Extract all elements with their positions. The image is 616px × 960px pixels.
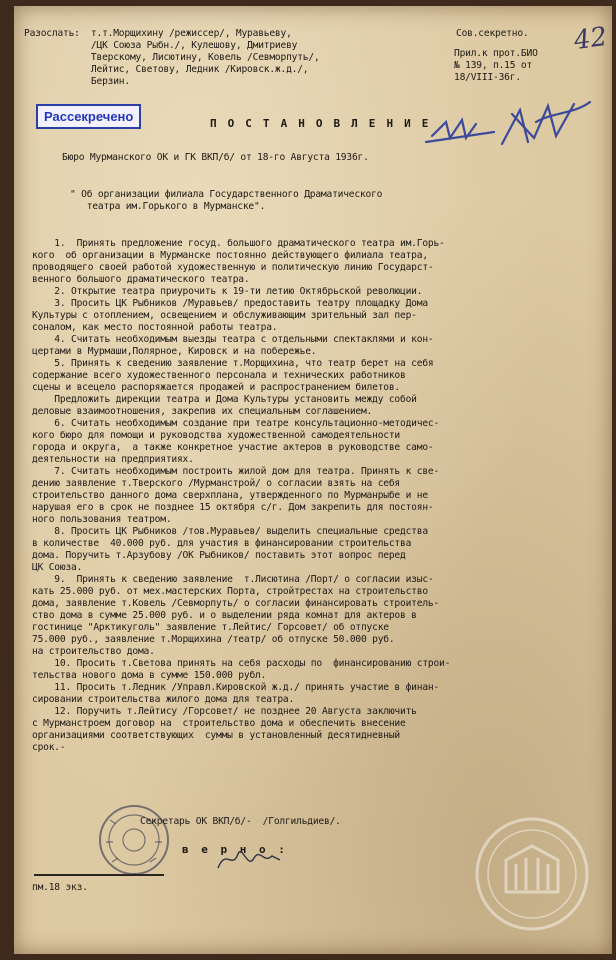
resolution-subject: " Об организации филиала Государственного Драматического театра им.Горького в Мурманске".: [70, 189, 383, 212]
handwritten-annotation-icon: [424, 92, 594, 154]
handwritten-signature-icon: [214, 840, 284, 876]
protocol-reference: Прил.к прот.БИО № 139, п.15 от 18/VIII-36г.: [454, 48, 538, 83]
declassified-stamp: Рассекречено: [36, 104, 141, 129]
certified-true-label: в е р н о :: [182, 843, 288, 856]
distribution-list: Разослать: т.т.Морщихину /режиссер/, Муравьеву, /ЦК Союза Рыбн./, Кулешову, Дмитриеву Тверскому, Лисютину, Ковель /Севморпуть/, Лейтис, Светову, Ледник /Кировск.ж.д./, Берзин.: [24, 28, 320, 87]
copies-count: пм.18 экз.: [32, 882, 88, 893]
secretary-signature-line: Секретарь ОК ВКП/б/- /Голгильдиев/.: [140, 816, 341, 827]
secrecy-mark: Сов.секретно.: [456, 28, 529, 39]
divider-line: [34, 874, 164, 876]
resolution-body: 1. Принять предложение госуд. большого драматического театра им.Горь- кого об организации в Мурманске постоянно действующего филиала театра, проводящего своей работой художественную и политическую линию Государст- венного большого драматического театра. 2. Открытие театра приурочить к 19-ти летию Октябрьской революции. 3. Просить ЦК Рыбников /Муравьев/ предоставить театру площадку Дома Культуры с отоплением, освещением и обслуживающим зрительный зал пер- соналом, как место постоянной работы театра. 4. Считать необходимым выезды театра с отдельными спектаклями и кон- цертами в Мурмаши,Полярное, Кировск и на побережье. 5. Принять к сведению заявление т.Морщихина, что театр берет на себя содержание всего художественного персонала и технических работников сцены и всецело распоряжается продажей и распространением билетов. Предложить дирекции театра и Дома Культуры установить между собой деловые взаимоотношения, закрепив их специальным соглашением. 6. Считать необходимым создание при театре консультационно-методичес- кого бюро для помощи и руководства художественной самодеятельности города и округа, а также конкретное участие актеров в руководстве само- деятельности на предприятиях. 7. Считать необходимым построить жилой дом для театра. Принять к све- дению заявление т.Тверского /Мурманстрой/ о согласии взять на себя строительство данного дома сверхплана, утвержденного по Мурманрыбе и не нарушая его в срок не позднее 15 октября с/г. Дом закрепить для постоян- ного пользования театром. 8. Просить ЦК Рыбников /тов.Муравьев/ выделить специальные средства в количестве 40.000 руб. для участия в финансировании строительства дома. Поручить т.Арзубову /ОК Рыбников/ поставить этот вопрос перед ЦК Союза. 9. Принять к сведению заявление т.Лисютина /Порт/ о согласии изыс- кать 25.000 руб. от мех.мастерских Порта, стройтрестах на строительство дома, заявление т.Ковель /Севморпуть/ о согласии финансировать строитель- ство дома в сумме 25.000 руб. и о выделении ряда комнат для актеров в гостинице "Арктикуголь" заявление т.Лейтис/ Горсовет/ об отпуске 75.000 руб., заявление т.Морщихина /театр/ об отпуске 50.000 руб. на строительство дома. 10. Просить т.Светова принять на себя расходы по финансированию строи- тельства нового дома в сумме 150.000 рубл. 11. Просить т.Ледник /Управл.Кировской ж.д./ принять участие в финан- сировании строительства жилого дома для театра. 12. Поручить т.Лейтису /Горсовет/ не позднее 20 Августа заключить с Мурманстроем договор на строительство дома и обеспечить внесение организациями соответствующих суммы в установленный десятидневный срок.-: [32, 238, 451, 753]
bureau-line: Бюро Мурманского ОК и ГК ВКП/б/ от 18-го Августа 1936г.: [62, 152, 369, 163]
document-heading: П О С Т А Н О В Л Е Н И Е: [210, 117, 431, 130]
page-number: 42: [572, 21, 610, 57]
archive-watermark-icon: [472, 814, 592, 934]
document-page: [14, 6, 612, 954]
